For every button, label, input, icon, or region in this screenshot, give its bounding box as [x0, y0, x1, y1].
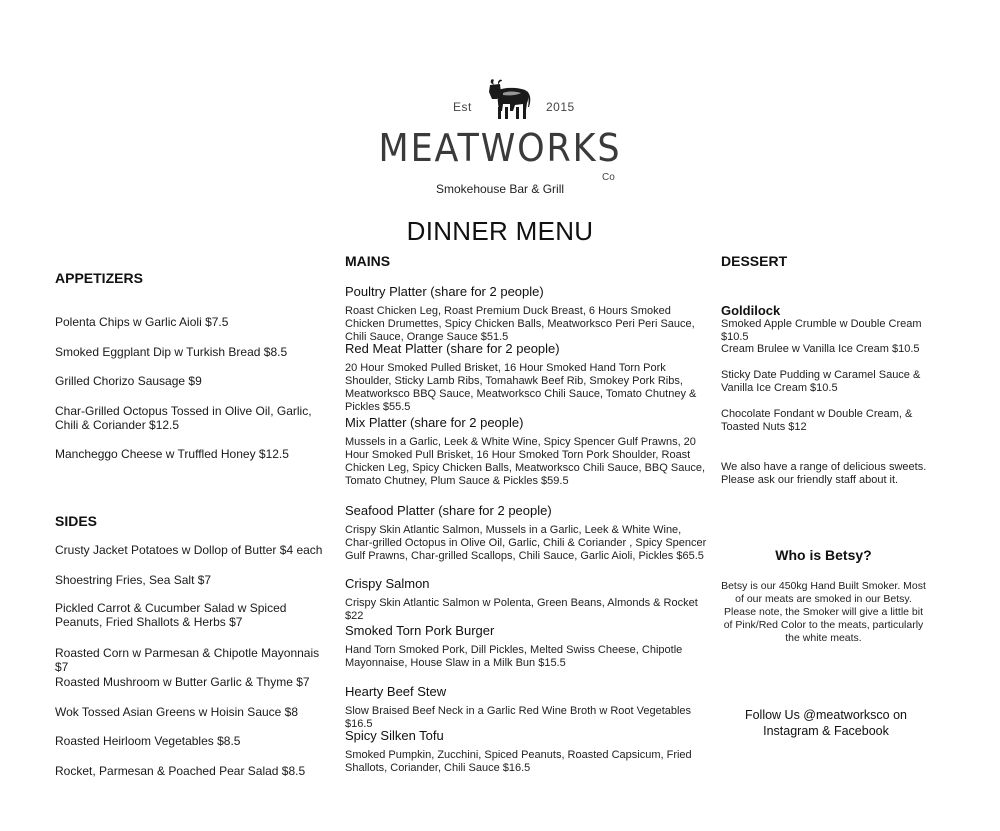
- brand-tagline: Smokehouse Bar & Grill: [435, 182, 565, 196]
- main-item: [345, 503, 710, 563]
- appetizers-heading: APPETIZERS: [55, 270, 143, 286]
- side-item: Rocket, Parmesan & Poached Pear Salad $8.5: [55, 764, 306, 778]
- main-item: [345, 341, 710, 414]
- dessert-item: Chocolate Fondant w Double Cream, & Toasted Nuts $12: [721, 408, 913, 433]
- logo-est: Est: [453, 100, 472, 114]
- main-item-desc: Slow Braised Beef Neck in a Garlic Red Wine Broth w Root Vegetables $16.5: [345, 705, 692, 730]
- main-item-name: Seafood Platter (share for 2 people): [345, 503, 552, 518]
- sides-heading: SIDES: [55, 513, 98, 529]
- main-item-desc: Crispy Skin Atlantic Salmon w Polenta, Green Beans, Almonds & Rocket $22: [345, 597, 698, 622]
- main-item: [345, 728, 710, 775]
- mains-heading: MAINS: [345, 253, 391, 269]
- main-item-name: Crispy Salmon: [345, 576, 430, 591]
- main-item-desc: Roast Chicken Leg, Roast Premium Duck Breast, 6 Hours Smoked Chicken Drumettes, Spicy Chicken Balls, Meatworksco Peri Peri Sauce, Chili Sauce, Orange Sauce $51.5: [345, 305, 695, 343]
- dessert-item: Smoked Apple Crumble w Double Cream $10.5: [721, 318, 922, 343]
- appetizer-item: Grilled Chorizo Sausage $9: [55, 374, 202, 388]
- main-item-desc: 20 Hour Smoked Pulled Brisket, 16 Hour Smoked Hand Torn Pork Shoulder, Sticky Lamb Ribs, Tomahawk Beef Rib, Smokey Pork Ribs, Meatworksco BBQ Sauce, Meatworksco Chili Sauce, Tomato Chutney & Pickles $55.5: [345, 362, 697, 413]
- main-item-desc: Crispy Skin Atlantic Salmon, Mussels in a Garlic, Leek & White Wine, Char-grilled Octopus in Olive Oil, Garlic, Chili & Coriander , Spicy Spencer Gulf Prawns, Char-grilled Scallops, Chili Sauce, Garlic Aioli, Pickles $65.5: [345, 524, 707, 562]
- main-item-name: Spicy Silken Tofu: [345, 728, 444, 743]
- main-item-name: Smoked Torn Pork Burger: [345, 623, 495, 638]
- logo-year: 2015: [546, 100, 575, 114]
- main-item-name: Mix Platter (share for 2 people): [345, 415, 524, 430]
- main-item: [345, 684, 710, 731]
- main-item-name: Red Meat Platter (share for 2 people): [345, 341, 560, 356]
- appetizer-item: Char-Grilled Octopus Tossed in Olive Oil, Garlic, Chili & Coriander $12.5: [55, 404, 312, 432]
- brand-suffix: Co: [602, 172, 615, 183]
- side-item: Crusty Jacket Potatoes w Dollop of Butter $4 each: [55, 543, 323, 557]
- side-item: Roasted Heirloom Vegetables $8.5: [55, 734, 241, 748]
- main-item-desc: Smoked Pumpkin, Zucchini, Spiced Peanuts, Roasted Capsicum, Fried Shallots, Coriander, Chili Sauce $16.5: [345, 749, 692, 774]
- main-item-name: Poultry Platter (share for 2 people): [345, 284, 544, 299]
- dessert-item: Sticky Date Pudding w Caramel Sauce & Vanilla Ice Cream $10.5: [721, 369, 921, 394]
- main-item: [345, 576, 710, 623]
- side-item: Shoestring Fries, Sea Salt $7: [55, 573, 212, 587]
- main-item: [345, 415, 710, 488]
- dessert-first-name: Goldilock: [721, 303, 781, 318]
- main-item-desc: Hand Torn Smoked Pork, Dill Pickles, Melted Swiss Cheese, Chipotle Mayonnaise, House Slaw in a Milk Bun $15.5: [345, 644, 683, 669]
- side-item: Roasted Corn w Parmesan & Chipotle Mayonnais $7: [55, 646, 320, 674]
- betsy-heading: Who is Betsy?: [775, 547, 872, 563]
- main-item-name: Hearty Beef Stew: [345, 684, 447, 699]
- betsy-body: Betsy is our 450kg Hand Built Smoker. Most of our meats are smoked in our Betsy. Please note, the Smoker will give a little bit of Pink/Red Color to the meats, particularly the white meats.: [721, 580, 926, 644]
- side-item: Pickled Carrot & Cucumber Salad w Spiced Peanuts, Fried Shallots & Herbs $7: [55, 601, 287, 629]
- page-title: DINNER MENU: [406, 216, 594, 246]
- logo: [0, 70, 1000, 200]
- main-item: [345, 284, 710, 344]
- appetizer-item: Polenta Chips w Garlic Aioli $7.5: [55, 315, 229, 329]
- main-item: [345, 623, 710, 670]
- appetizer-item: Smoked Eggplant Dip w Turkish Bread $8.5: [55, 345, 288, 359]
- dessert-heading: DESSERT: [721, 253, 788, 269]
- main-item-desc: Mussels in a Garlic, Leek & White Wine, Spicy Spencer Gulf Prawns, 20 Hour Smoked Pull Brisket, 16 Hour Smoked Torn Pork Shoulder, Roast Chicken Leg, Spicy Chicken Balls, Meatworksco Chili Sauce, BBQ Sauce, Tomato Chutney, Plum Sauce & Pickles $59.5: [345, 436, 706, 487]
- side-item: Wok Tossed Asian Greens w Hoisin Sauce $8: [55, 705, 299, 719]
- dessert-item: Cream Brulee w Vanilla Ice Cream $10.5: [721, 343, 920, 355]
- dessert-note: We also have a range of delicious sweets. Please ask our friendly staff about it.: [721, 461, 927, 486]
- social-follow: Follow Us @meatworksco on Instagram & Facebook: [744, 708, 908, 738]
- appetizer-item: Mancheggo Cheese w Truffled Honey $12.5: [55, 447, 289, 461]
- brand-name: MEATWORKS: [378, 126, 622, 170]
- bull-icon: [485, 77, 531, 123]
- side-item: Roasted Mushroom w Butter Garlic & Thyme $7: [55, 675, 310, 689]
